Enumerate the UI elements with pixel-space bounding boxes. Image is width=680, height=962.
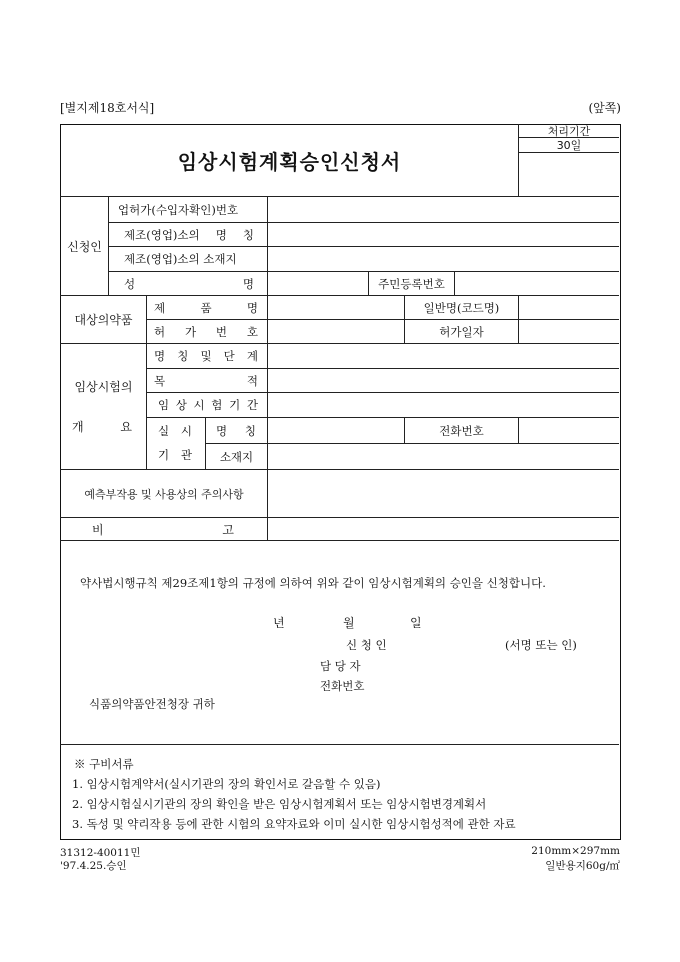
- contact-person-label: 담 당 자: [320, 659, 361, 673]
- license-date-label: 허가일자: [439, 324, 484, 339]
- institution-address-field[interactable]: [268, 444, 619, 469]
- maker-address-field[interactable]: [268, 247, 619, 271]
- maker-name-label: 제조(영업)소의 명 칭: [124, 227, 254, 242]
- trial-group-label-line2: 개 요: [72, 419, 132, 434]
- signer-applicant-label: 신 청 인: [346, 638, 387, 652]
- page-side-label: (앞쪽): [588, 101, 621, 115]
- license-no-field[interactable]: [268, 197, 619, 222]
- precautions-label: 예측부작용 및 사용상의 주의사항: [84, 487, 244, 501]
- documents-item-1: 1. 임상시험계약서(실시기관의 장의 확인서로 갈음할 수 있음): [72, 777, 381, 791]
- trial-group-label-line1: 임상시험의: [74, 379, 133, 394]
- institution-phone-field[interactable]: [519, 418, 619, 443]
- resident-no-field[interactable]: [455, 272, 619, 295]
- form-code: 31312-40011민: [60, 847, 141, 859]
- institution-phone-label: 전화번호: [439, 423, 484, 438]
- product-name-field[interactable]: [268, 296, 404, 319]
- approval-date: '97.4.25.승인: [60, 860, 127, 872]
- form-title: 임상시험계획승인신청서: [177, 150, 402, 174]
- trial-period-label: 임 상 시 험 기 간: [158, 398, 258, 412]
- applicant-name-label: 성 명: [124, 276, 254, 291]
- trial-purpose-field[interactable]: [268, 369, 619, 392]
- paper-size: 210mm×297mm: [531, 845, 620, 857]
- drug-license-no-label: 허 가 번 호: [154, 324, 258, 339]
- license-date-field[interactable]: [519, 320, 619, 343]
- institution-label-line1: 실 시: [158, 424, 192, 438]
- date-year-label: 년: [273, 616, 285, 630]
- applicant-name-field[interactable]: [268, 272, 368, 295]
- sign-or-seal-note: (서명 또는 인): [505, 638, 577, 652]
- paper-type: 일반용지60g/㎡: [545, 860, 620, 872]
- generic-name-field[interactable]: [519, 296, 619, 319]
- trial-name-stage-label: 명 칭 및 단 계: [154, 349, 258, 363]
- institution-name-field[interactable]: [268, 418, 404, 443]
- trial-period-field[interactable]: [268, 393, 619, 417]
- contact-phone-label: 전화번호: [320, 679, 365, 693]
- remarks-label: 비 고: [92, 522, 234, 537]
- license-no-label: 업허가(수입자확인)번호: [118, 202, 239, 217]
- recipient: 식품의약품안전청장 귀하: [89, 697, 215, 711]
- documents-item-2: 2. 임상시험실시기관의 장의 확인을 받은 임상시험계획서 또는 임상시험변경계획서: [72, 797, 487, 811]
- trial-name-stage-field[interactable]: [268, 344, 619, 368]
- institution-address-label: 소재지: [219, 449, 254, 464]
- product-name-label: 제 품 명: [154, 300, 258, 315]
- application-statement: 약사법시행규칙 제29조제1항의 규정에 의하여 위와 같이 임상시험계획의 승인을 신청합니다.: [80, 576, 546, 590]
- drug-license-no-field[interactable]: [268, 320, 404, 343]
- processing-period-value: 30일: [556, 139, 582, 152]
- date-day-label: 일: [410, 616, 422, 630]
- remarks-field[interactable]: [268, 518, 619, 540]
- processing-period-label: 처리기간: [547, 124, 591, 138]
- trial-purpose-label: 목 적: [154, 373, 258, 388]
- documents-item-3: 3. 독성 및 약리작용 등에 관한 시험의 요약자료와 이미 실시한 임상시험성적에 관한 자료: [72, 817, 516, 831]
- form-number: [별지제18호서식]: [60, 101, 155, 115]
- precautions-field[interactable]: [268, 470, 619, 517]
- maker-name-field[interactable]: [268, 223, 619, 246]
- institution-label-line2: 기 관: [158, 448, 192, 462]
- generic-name-label: 일반명(코드명): [423, 300, 500, 315]
- applicant-group-label: 신청인: [67, 239, 102, 254]
- maker-address-label: 제조(영업)소의 소재지: [124, 252, 237, 266]
- documents-heading: ※ 구비서류: [74, 757, 134, 771]
- date-month-label: 월: [343, 616, 355, 630]
- institution-name-label: 명 칭: [216, 423, 256, 438]
- drug-group-label: 대상의약품: [74, 313, 133, 327]
- resident-no-label: 주민등록번호: [378, 276, 445, 291]
